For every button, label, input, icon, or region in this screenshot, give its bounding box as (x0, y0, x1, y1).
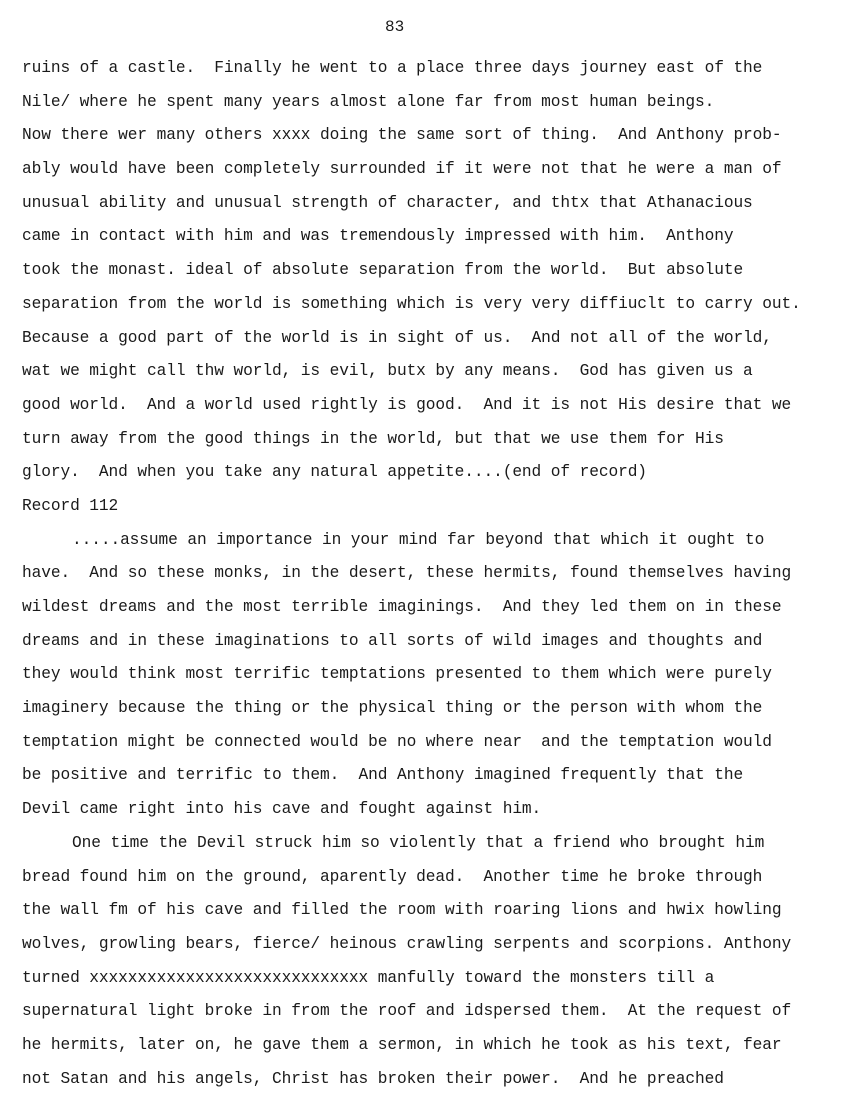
text-line: temptation might be connected would be no where near and the temptation would (22, 732, 772, 751)
text-line: One time the Devil struck him so violently that a friend who brought him (72, 833, 765, 852)
text-line: unusual ability and unusual strength of character, and thtx that Athanacious (22, 193, 753, 212)
text-line: wildest dreams and the most terrible imaginings. And they led them on in these (22, 598, 782, 616)
text-line: .....assume an importance in your mind far beyond that which it ought to (72, 530, 765, 549)
text-line: imaginery because the thing or the physical thing or the person with whom the (22, 699, 763, 718)
text-line: be positive and terrific to them. And Anthony imagined frequently that the (22, 766, 744, 785)
text-line: turn away from the good things in the world, but that we use them for His (22, 429, 724, 448)
text-line: bread found him on the ground, aparently dead. Another time he broke through (22, 867, 763, 886)
record-heading: Record 112 (22, 496, 119, 515)
text-line: ruins of a castle. Finally he went to a place three days journey east of the (22, 59, 763, 77)
text-line: supernatural light broke in from the roof and idspersed them. At the request of (22, 1002, 792, 1021)
text-line: Because a good part of the world is in sight of us. And not all of the world, (22, 328, 772, 347)
text-line: turned xxxxxxxxxxxxxxxxxxxxxxxxxxxxx manfully toward the monsters till a (22, 968, 715, 987)
text-line: wat we might call thw world, is evil, butx by any means. God has given us a (22, 362, 753, 381)
text-line: came in contact with him and was tremendously impressed with him. Anthony (22, 227, 734, 246)
text-line: glory. And when you take any natural appetite....(end of record) (22, 463, 647, 482)
typewritten-text-body (22, 52, 842, 1096)
page-number: 83 (385, 18, 405, 36)
text-line: took the monast. ideal of absolute separation from the world. But absolute (22, 261, 744, 280)
text-line: separation from the world is something which is very very diffiuclt to carry out. (22, 294, 801, 313)
text-line: dreams and in these imaginations to all sorts of wild images and thoughts and (22, 631, 763, 650)
text-line: Devil came right into his cave and fought against him. (22, 800, 542, 819)
text-line: Nile/ where he spent many years almost alone far from most human beings. (22, 92, 715, 111)
text-line: have. And so these monks, in the desert, these hermits, found themselves having (22, 564, 792, 583)
text-line: they would think most terrific temptations presented to them which were purely (22, 665, 772, 684)
text-line: good world. And a world used rightly is good. And it is not His desire that we (22, 395, 792, 414)
text-line: Now there wer many others xxxx doing the same sort of thing. And Anthony prob- (22, 126, 782, 145)
text-line: ably would have been completely surrounded if it were not that he were a man of (22, 160, 782, 179)
text-line: wolves, growling bears, fierce/ heinous crawling serpents and scorpions. Anthony (22, 934, 792, 953)
text-line: not Satan and his angels, Christ has broken their power. And he preached (22, 1069, 724, 1088)
text-line: the wall fm of his cave and filled the room with roaring lions and hwix howling (22, 901, 782, 920)
text-line: he hermits, later on, he gave them a sermon, in which he took as his text, fear (22, 1035, 782, 1054)
